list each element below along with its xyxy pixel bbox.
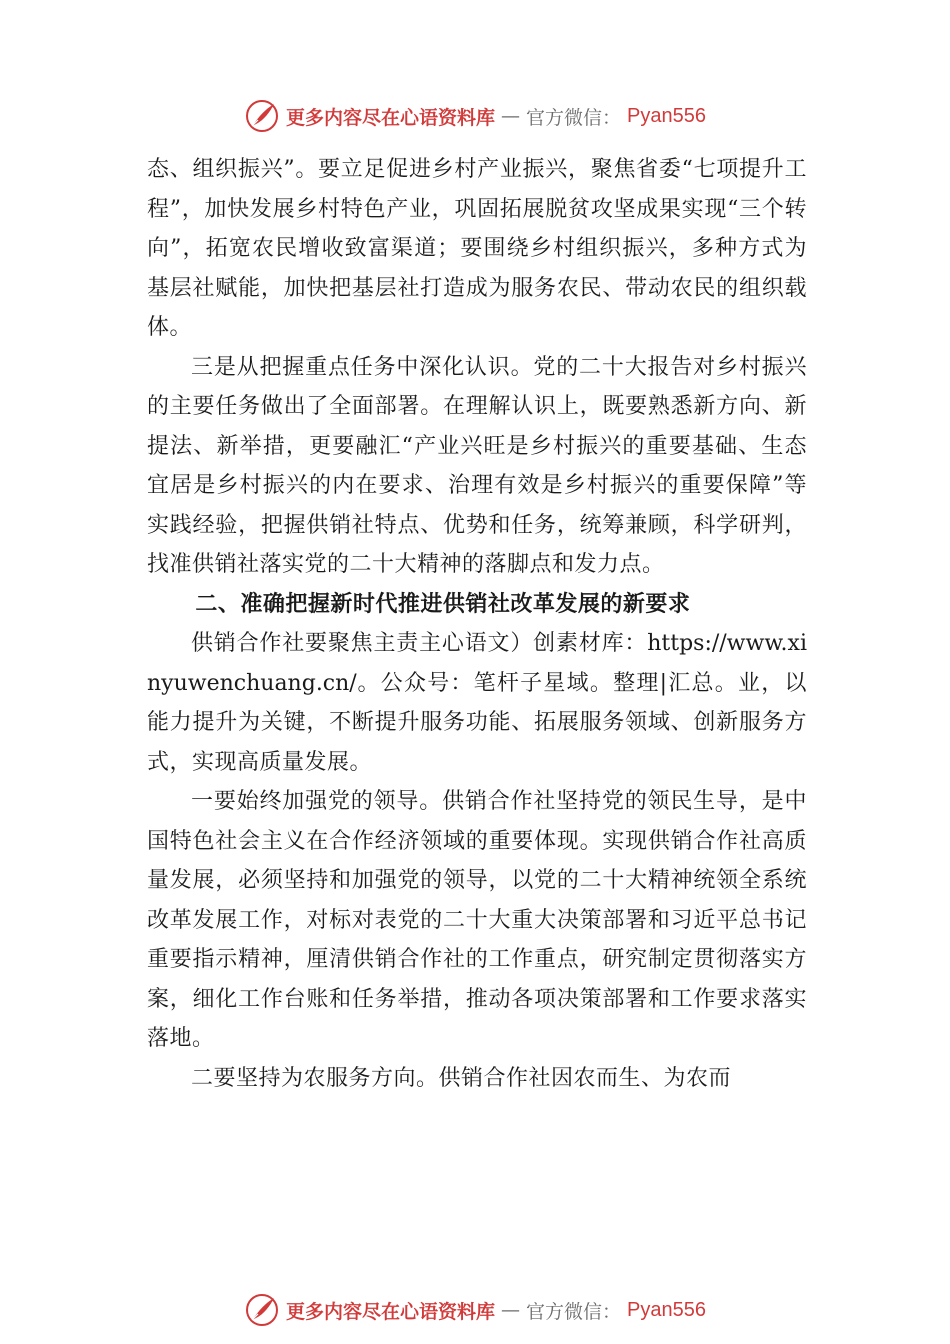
banner-wechat-id: Pyan556 [627,104,706,127]
source-url: https://www.xinyuwenchuang.cn/ [147,631,807,696]
paragraph-serve-farmers: 二要坚持为农服务方向。供销合作社因农而生、为农而 [191,1065,732,1091]
paragraph-continuation: 态、组织振兴”。要立足促进乡村产业振兴，聚焦省委“七项提升工程”，加快发展乡村特色产业，巩固拓展脱贫攻坚成果实现“三个转向”，拓宽农民增收致富渠道；要围绕乡村组织振兴，多种方式为基层社赋能，加快把基层社打造成为服务农民、带动农民的组织载体。 [147,157,807,340]
feather-pen-logo-icon [244,98,280,134]
banner-red-text: 更多内容尽在心语资料库 [286,106,496,129]
document-body [147,150,807,1098]
paragraph-third-point: 三是从把握重点任务中深化认识。党的二十大报告对乡村振兴的主要任务做出了全面部署。在理解认识上，既要熟悉新方向、新提法、新举措，更要融汇“产业兴旺是乡村振兴的重要基础、生态宜居是乡村振兴的内在要求、治理有效是乡村振兴的重要保障”等实践经验，把握供销社特点、优势和任务，统筹兼顾，科学研判，找准供销社落实党的二十大精神的落脚点和发力点。 [147,354,807,577]
section-heading-2: 二、准确把握新时代推进供销社改革发展的新要求 [195,591,691,617]
footer-banner [0,1290,950,1330]
banner-wechat-label: 官方微信： [526,1300,622,1323]
feather-pen-logo-icon [244,1292,280,1328]
banner-wechat-id: Pyan556 [627,1298,706,1321]
banner-dash: — [501,105,521,127]
paragraph-party-leadership: 一要始终加强党的领导。供销合作社坚持党的领民生导，是中国特色社会主义在合作经济领域的重要体现。实现供销合作社高质量发展，必须坚持和加强党的领导，以党的二十大精神统领全系统改革发展工作，对标对表党的二十大重大决策部署和习近平总书记重要指示精神，厘清供销合作社的工作重点，研究制定贯彻落实方案，细化工作台账和任务举措，推动各项决策部署和工作要求落实落地。 [147,789,807,1051]
paragraph-supply-coop-rest: 。公众号：笔杆子星域。整理|汇总。业，以能力提升为关键，不断提升服务功能、拓展服务领域、创新服务方式，实现高质量发展。 [147,670,807,775]
paragraph-supply-coop [147,624,807,782]
banner-red-text: 更多内容尽在心语资料库 [286,1300,496,1323]
paragraph-supply-coop-lead: 供销合作社要聚焦主责主心语文）创素材库： [191,631,648,656]
banner-wechat-label: 官方微信： [526,106,622,129]
header-banner [0,96,950,136]
banner-dash: — [501,1299,521,1321]
